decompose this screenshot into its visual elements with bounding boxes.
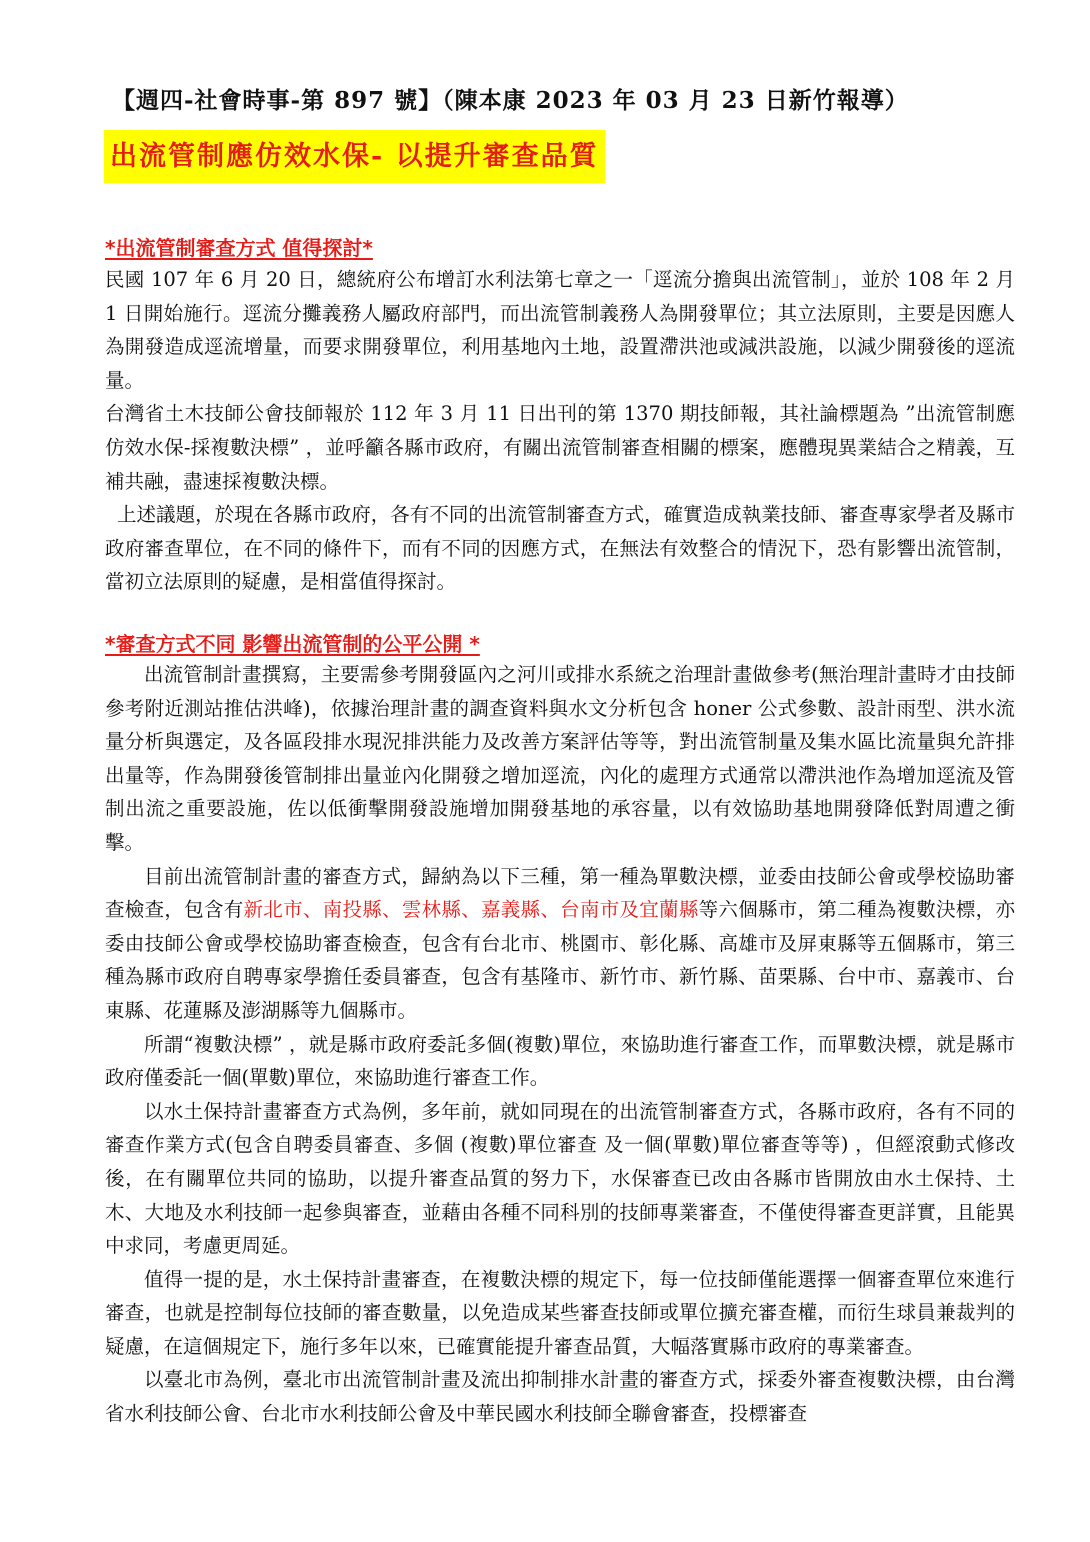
paragraph: 台灣省土木技師公會技師報於 112 年 3 月 11 日出刊的第 1370 期技師報，其社論標題為 ”出流管制應仿效水保-採複數決標” ，並呼籲各縣市政府，有關出流管制審查相關的標案，應體現異業結合之精義，互補共融，盡速採複數決標。 bbox=[105, 402, 1015, 493]
section-heading-2: *審查方式不同 影響出流管制的公平公開 * bbox=[105, 632, 480, 656]
section-1-body bbox=[105, 263, 1015, 599]
section-heading-1: *出流管制審查方式 值得探討* bbox=[105, 236, 373, 260]
highlighted-counties: 新北市、南投縣、雲林縣、嘉義縣、台南市及宜蘭縣 bbox=[243, 898, 699, 922]
paragraph: 所謂“複數決標” ，就是縣市政府委託多個(複數)單位，來協助進行審查工作，而單數決標，就是縣市政府僅委託一個(單數)單位，來協助進行審查工作。 bbox=[105, 1032, 1015, 1090]
paragraph: 值得一提的是，水土保持計畫審查，在複數決標的規定下，每一位技師僅能選擇一個審查單位來進行審查，也就是控制每位技師的審查數量，以免造成某些審查技師或單位擴充審查權，而衍生球員兼裁判的疑慮，在這個規定下，施行多年以來，已確實能提升審查品質，大幅落實縣市政府的專業審查。 bbox=[105, 1267, 1015, 1358]
paragraph-text: 等六個縣市，第二種為複數決標，亦委由技師公會或學校協助審查檢查，包含有台北市、桃園市、彰化縣、高雄市及屏東縣等五個縣市，第三種為縣市政府自聘專家學擔任委員審查，包含有基隆市、新竹市、新竹縣、苗栗縣、台中市、嘉義市、台東縣、花蓮縣及澎湖縣等九個縣市。 bbox=[105, 898, 1015, 1022]
paragraph: 以水土保持計畫審查方式為例，多年前，就如同現在的出流管制審查方式，各縣市政府，各有不同的審查作業方式(包含自聘委員審查、多個 (複數)單位審查 及一個(單數)單位審查等等) ，但經滾動式修改後，在有關單位共同的協助，以提升審查品質的努力下，水保審查已改由各縣市皆開放由水土保持、土木、大地及水利技師一起參與審查，並藉由各種不同科別的技師專業審查，不僅使得審查更詳實，且能異中求同，考慮更周延。 bbox=[105, 1099, 1015, 1258]
paragraph bbox=[105, 860, 1015, 1028]
article-title: 出流管制應仿效水保- 以提升審查品質 bbox=[104, 130, 605, 183]
paragraph: 上述議題，於現在各縣市政府，各有不同的出流管制審查方式，確實造成執業技師、審查專家學者及縣市政府審查單位，在不同的條件下，而有不同的因應方式，在無法有效整合的情況下，恐有影響出流管制，當初立法原則的疑慮，是相當值得探討。 bbox=[105, 503, 1015, 594]
paragraph: 出流管制計畫撰寫，主要需參考開發區內之河川或排水系統之治理計畫做參考(無治理計畫時才由技師參考附近測站推估洪峰)，依據治理計畫的調查資料與水文分析包含 honer 公式參數、設計雨型、洪水流量分析與選定，及各區段排水現況排洪能力及改善方案評估等等，對出流管制量及集水區比流量與允許排出量等，作為開發後管制排出量並內化開發之增加逕流，內化的處理方式通常以滯洪池作為增加逕流及管制出流之重要設施，佐以低衝擊開發設施增加開發基地的承容量，以有效協助基地開發降低對周遭之衝擊。 bbox=[105, 663, 1015, 854]
section-2-body bbox=[105, 658, 1015, 1431]
paragraph-text: 目前出流管制計畫的審查方式，歸納為以下三種，第一種為單數決標，並委由技師公會或學校協助審查檢查，包含有 bbox=[105, 864, 1015, 922]
paragraph: 民國 107 年 6 月 20 日，總統府公布增訂水利法第七章之一「逕流分擔與出流管制」，並於 108 年 2 月 1 日開始施行。逕流分攤義務人屬政府部門，而出流管制義務人為開發單位；其立法原則，主要是因應人為開發造成逕流增量，而要求開發單位，利用基地內土地，設置滯洪池或減洪設施，以減少開發後的逕流量。 bbox=[105, 268, 1015, 392]
article-header: 【週四-社會時事-第 897 號】（陳本康 2023 年 03 月 23 日新竹報導） bbox=[112, 87, 909, 114]
paragraph: 以臺北市為例，臺北市出流管制計畫及流出抑制排水計畫的審查方式，採委外審查複數決標，由台灣省水利技師公會、台北市水利技師公會及中華民國水利技師全聯會審查，投標審查 bbox=[105, 1368, 1015, 1426]
